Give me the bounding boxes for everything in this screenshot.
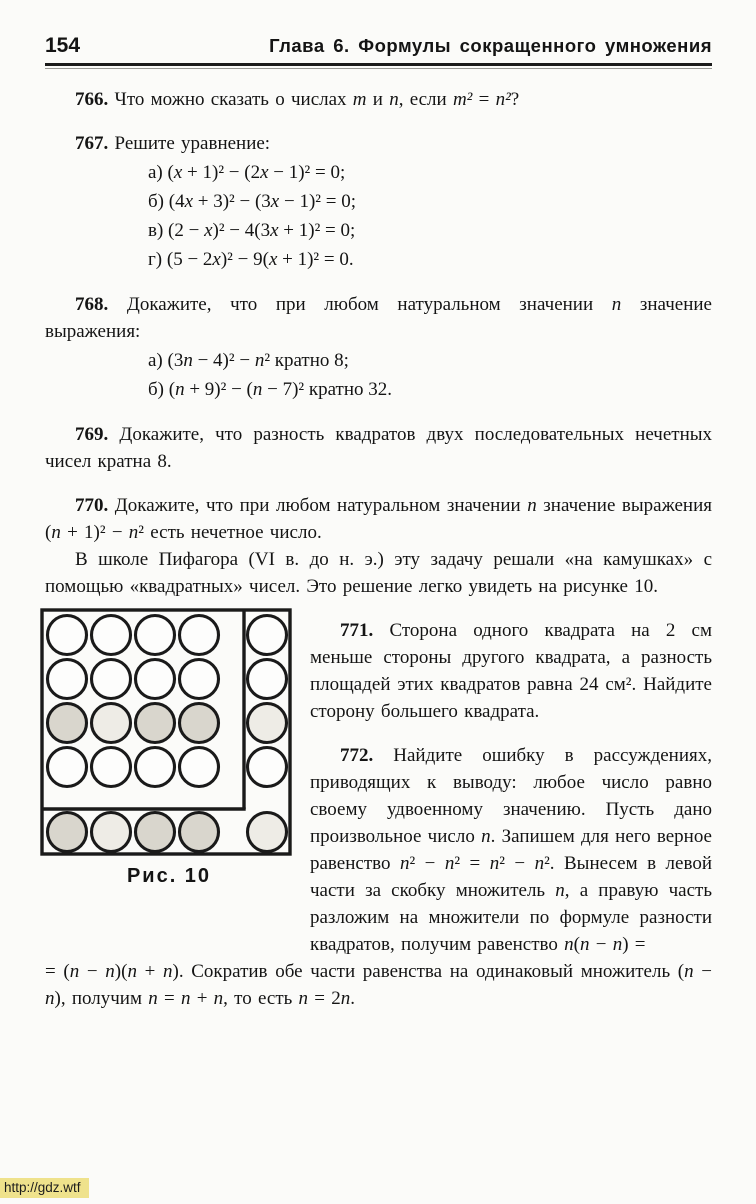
exercise-767	[45, 130, 712, 157]
watermark-url: http://gdz.wtf	[0, 1178, 89, 1198]
exercise-766-text: Что можно сказать о числах m и n, если m² = n²?	[114, 89, 520, 110]
equation-item-768-b: б) (n + 9)² − (n − 7)² кратно 32.	[148, 379, 392, 400]
exercise-772-text: Найдите ошибку в рассуждениях, приводящих к выводу: любое число равно своему удвоенному значению. Пусть дано произвольное число n. Запишем для него верное равенство n² − n² = n² − n². Вынесем в левой части за скобку множитель n, а правую часть разложим на множители по формуле разности квадратов, получим равенство n(n − n) = = (n − n)(n + n). Сократив обе части равенства на одинаковый множитель (n − n), получим n = n + n, то есть n = 2n.	[45, 745, 713, 1009]
exercise-771-text: Сторона одного квадрата на 2 см меньше стороны другого квадрата, а разность площадей этих квадратов равна 24 см². Найдите сторону большего квадрата.	[310, 620, 713, 722]
exercise-770	[45, 492, 712, 546]
exercise-768-number: 768.	[75, 294, 109, 315]
header-rule	[45, 63, 712, 69]
exercise-770-text-2: В школе Пифагора (VI в. до н. э.) эту задачу решали «на камушках» с помощью «квадратных» чисел. Это решение легко увидеть на рисунке 10.	[45, 549, 712, 597]
exercise-768	[45, 291, 712, 345]
exercise-769	[45, 421, 712, 475]
exercise-772-number: 772.	[340, 745, 374, 766]
equation-item-768-a: а) (3n − 4)² − n² кратно 8;	[148, 350, 349, 371]
exercise-768-text: Докажите, что при любом натуральном значении n значение выражения:	[45, 294, 712, 342]
figure-10	[40, 608, 298, 934]
exercise-769-number: 769.	[75, 424, 109, 445]
exercise-767-number: 767.	[75, 133, 109, 154]
page-number: 154	[45, 34, 81, 57]
exercise-767-text: Решите уравнение:	[114, 133, 271, 154]
figure-10-svg	[40, 608, 292, 856]
figure-circles	[48, 616, 287, 852]
equation-item-767-g: г) (5 − 2x)² − 9(x + 1)² = 0.	[148, 249, 354, 270]
figure-caption: Рис. 10	[126, 865, 212, 887]
equation-item-767-a: а) (x + 1)² − (2x − 1)² = 0;	[148, 162, 346, 183]
equation-list-767	[148, 158, 712, 274]
equation-item-767-v: в) (2 − x)² − 4(3x + 1)² = 0;	[148, 220, 356, 241]
exercise-766	[45, 86, 712, 113]
exercise-766-number: 766.	[75, 89, 109, 110]
exercise-770-number: 770.	[75, 495, 109, 516]
exercise-771-number: 771.	[340, 620, 374, 641]
exercise-769-text: Докажите, что разность квадратов двух последовательных нечетных чисел кратна 8.	[45, 424, 713, 472]
equation-item-767-b: б) (4x + 3)² − (3x − 1)² = 0;	[148, 191, 356, 212]
exercise-770-text: Докажите, что при любом натуральном значении n значение выражения (n + 1)² − n² есть нечетное число.	[45, 495, 712, 543]
equation-list-768	[148, 346, 712, 404]
exercise-770-paragraph-2	[45, 546, 712, 600]
chapter-title: Глава 6. Формулы сокращенного умножения	[269, 35, 712, 56]
page-header	[45, 34, 712, 58]
